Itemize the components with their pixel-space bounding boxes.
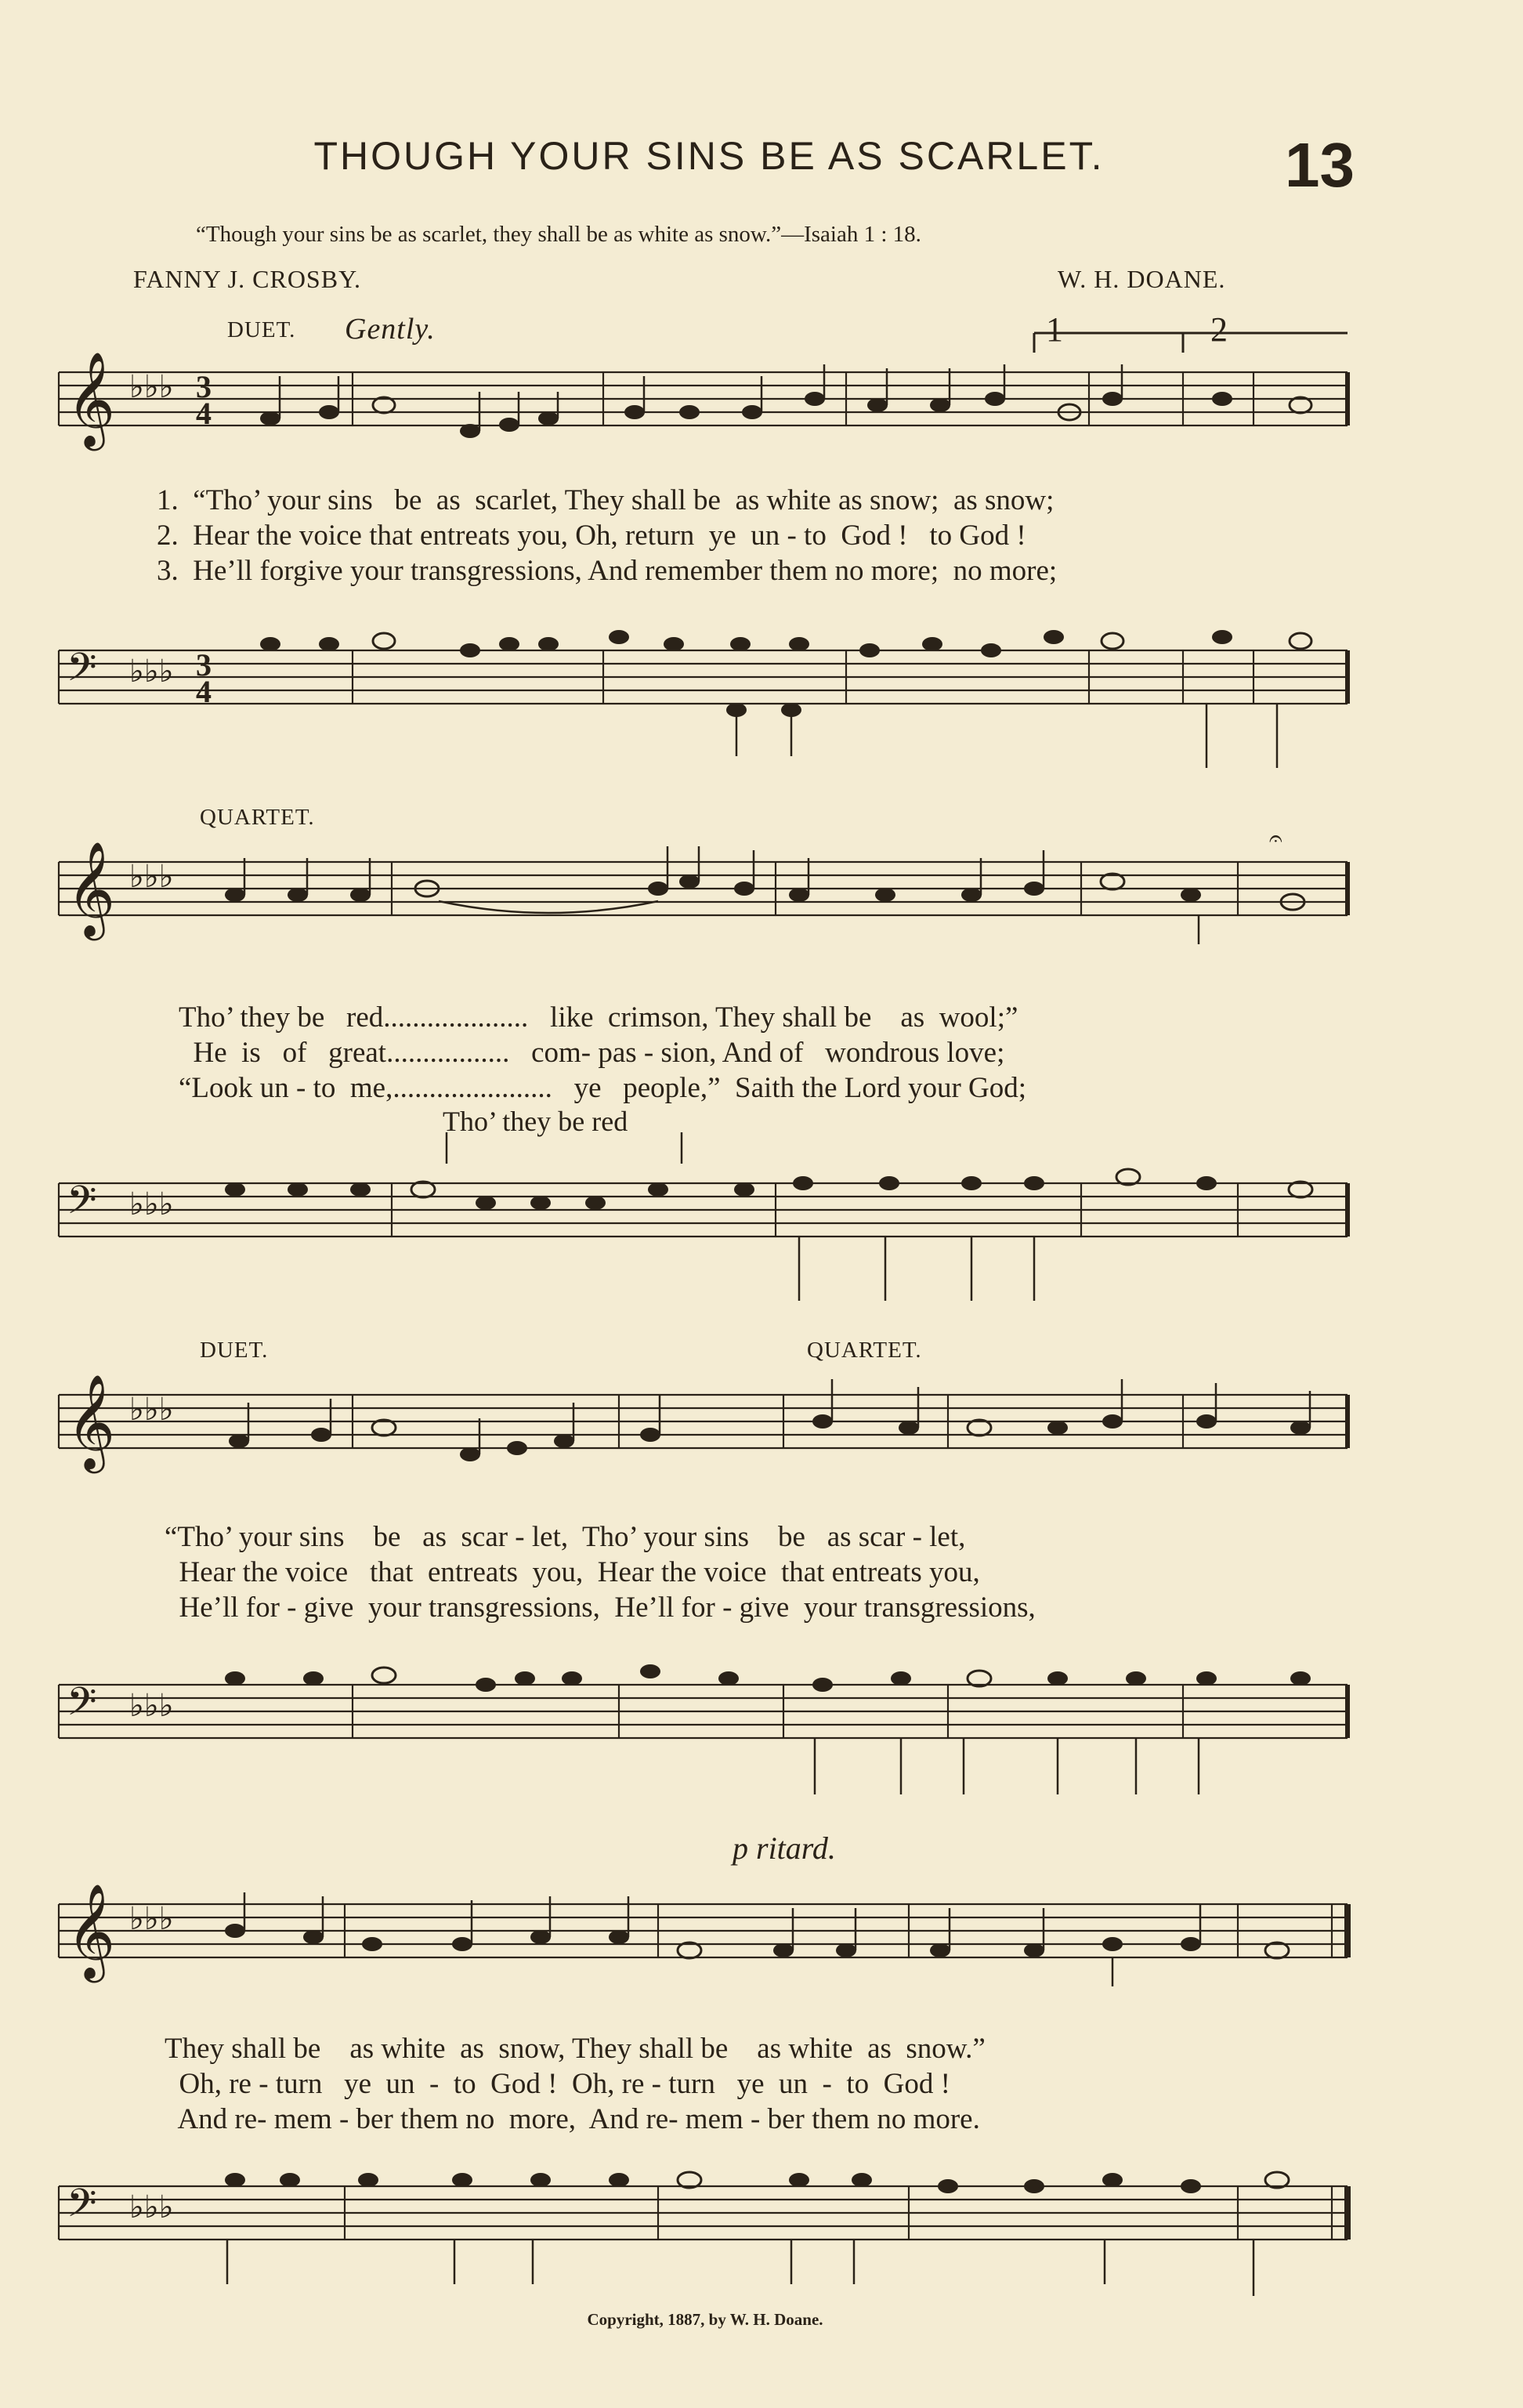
hymn-title: THOUGH YOUR SINS BE AS SCARLET.	[313, 134, 1105, 178]
svg-text:𝄢: 𝄢	[67, 1179, 97, 1231]
svg-text:𝄢: 𝄢	[67, 1681, 97, 1733]
svg-text:♭♭♭: ♭♭♭	[129, 1186, 174, 1222]
svg-text:𝄞: 𝄞	[67, 843, 116, 935]
verse-3-line-system-2: “Look un - to me,...................... ye people,” Saith the Lord your God;	[179, 1072, 1027, 1104]
svg-text:♭♭♭: ♭♭♭	[129, 1392, 174, 1427]
svg-text:𝄢: 𝄢	[67, 2182, 97, 2234]
quartet-mark-2: QUARTET.	[807, 1338, 922, 1363]
quartet-mark-1: QUARTET.	[200, 805, 315, 830]
verse-3-line-system-1: 3. He’ll forgive your transgressions, And remember them no more; no more;	[157, 555, 1058, 587]
duet-mark-2: DUET.	[200, 1338, 269, 1363]
bass-staff-system-4	[0, 2147, 1523, 2304]
svg-text:𝄞: 𝄞	[67, 351, 116, 447]
svg-text:♭♭♭: ♭♭♭	[129, 859, 174, 894]
svg-text:♭♭♭: ♭♭♭	[129, 369, 174, 404]
duet-mark-1: DUET.	[227, 317, 296, 342]
treble-staff-system-1	[0, 310, 1523, 466]
svg-text:♭♭♭: ♭♭♭	[129, 1688, 174, 1723]
treble-staff-system-2	[0, 815, 1523, 979]
volta-first-ending: 1	[1046, 310, 1063, 349]
verse-2-line-system-2: He is of great................. com- pas - sion, And of wondrous love;	[179, 1037, 1005, 1069]
verse-3-line-system-4: And re- mem - ber them no more, And re- mem - ber them no more.	[165, 2103, 980, 2135]
svg-text:𝄢: 𝄢	[67, 646, 97, 698]
volta-second-ending: 2	[1210, 310, 1228, 349]
tenor-bass-text: Tho’ they be red	[443, 1106, 628, 1137]
svg-text:♭♭♭: ♭♭♭	[129, 654, 174, 689]
dynamic-mark: p ritard.	[733, 1830, 836, 1866]
lyricist-credit: FANNY J. CROSBY.	[133, 265, 362, 293]
svg-text:♭♭♭: ♭♭♭	[129, 1901, 174, 1936]
svg-text:4: 4	[196, 396, 212, 431]
verse-3-line-system-3: He’ll for - give your transgressions, He’ll for - give your transgressions,	[165, 1591, 1036, 1624]
bass-staff-system-2	[0, 1144, 1523, 1316]
svg-text:♭♭♭: ♭♭♭	[129, 2189, 174, 2225]
verse-2-line-system-4: Oh, re - turn ye un - to God ! Oh, re - turn ye un - to God !	[165, 2068, 950, 2100]
svg-text:𝄞: 𝄞	[67, 1376, 116, 1468]
tempo-mark: Gently.	[345, 313, 436, 346]
svg-text:𝄞: 𝄞	[67, 1885, 116, 1977]
svg-text:3: 3	[196, 647, 212, 683]
bass-staff-system-3	[0, 1638, 1523, 1818]
bass-staff-system-1	[0, 603, 1523, 784]
copyright-notice: Copyright, 1887, by W. H. Doane.	[587, 2310, 823, 2329]
page-number: 13	[1285, 130, 1355, 200]
verse-2-line-system-3: Hear the voice that entreats you, Hear the voice that entreats you,	[165, 1556, 980, 1588]
svg-text:4: 4	[196, 674, 212, 709]
svg-text:3: 3	[196, 369, 212, 404]
verse-1-line-system-1: 1. “Tho’ your sins be as scarlet, They shall be as white as snow; as snow;	[157, 484, 1055, 516]
verse-2-line-system-1: 2. Hear the voice that entreats you, Oh, return ye un - to God ! to God !	[157, 520, 1026, 552]
composer-credit: W. H. DOANE.	[1058, 265, 1226, 293]
svg-text:𝄐: 𝄐	[1269, 826, 1282, 852]
scripture-epigraph: “Though your sins be as scarlet, they shall be as white as snow.”—Isaiah 1 : 18.	[196, 222, 921, 247]
verse-1-line-system-2: Tho’ they be red.................... like crimson, They shall be as wool;”	[179, 1001, 1018, 1034]
verse-1-line-system-4: They shall be as white as snow, They shall be as white as snow.”	[165, 2033, 986, 2065]
verse-1-line-system-3: “Tho’ your sins be as scar - let, Tho’ your sins be as scar - let,	[165, 1521, 966, 1553]
treble-staff-system-4	[0, 1857, 1523, 2022]
treble-staff-system-3	[0, 1348, 1523, 1505]
